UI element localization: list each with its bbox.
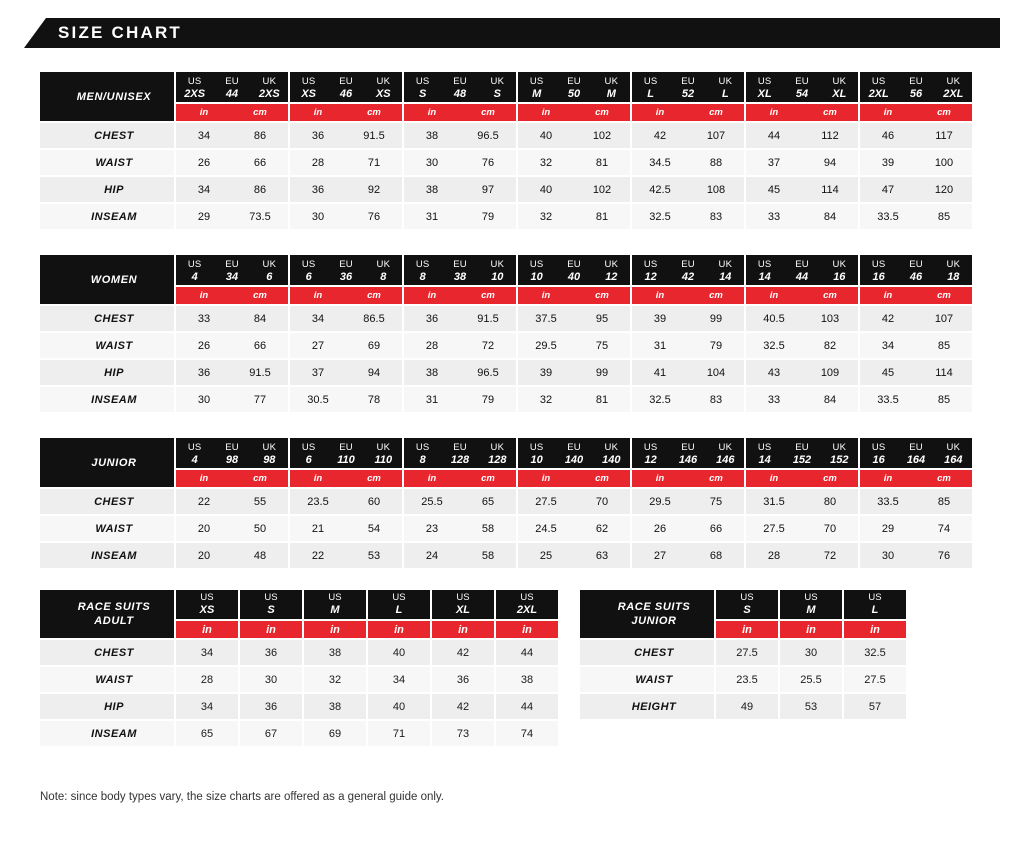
measurement-value: 37.5 95 xyxy=(518,306,630,331)
table-name-cell: JUNIOR xyxy=(40,438,174,487)
measurement-value: 36 xyxy=(240,694,302,719)
measurement-value: 39 99 xyxy=(632,306,744,331)
size-group-header: US EU UK 16 164 164 xyxy=(860,438,972,468)
measurement-label: CHEST xyxy=(40,123,174,148)
table-header-row xyxy=(580,590,906,619)
measurement-value: 32 81 xyxy=(518,387,630,412)
table-header-row xyxy=(40,255,972,285)
measurement-value: 42 xyxy=(432,694,494,719)
size-column-header: US M xyxy=(780,590,842,619)
table-row xyxy=(40,516,972,541)
measurement-value: 42 107 xyxy=(860,306,972,331)
units-cell: in cm xyxy=(518,470,630,487)
units-cell: in cm xyxy=(176,287,288,304)
measurement-value: 34 85 xyxy=(860,333,972,358)
measurement-label: HEIGHT xyxy=(580,694,714,719)
measurement-value: 47 120 xyxy=(860,177,972,202)
measurement-value: 38 xyxy=(496,667,558,692)
measurement-value: 29.5 75 xyxy=(518,333,630,358)
measurement-value: 30 xyxy=(240,667,302,692)
measurement-value: 45 114 xyxy=(860,360,972,385)
units-cell: in xyxy=(496,621,558,638)
measurement-value: 23.5 60 xyxy=(290,489,402,514)
measurement-value: 32.5 xyxy=(844,640,906,665)
measurement-value: 30.5 78 xyxy=(290,387,402,412)
page-title: SIZE CHART xyxy=(58,23,182,42)
table-row xyxy=(40,306,972,331)
measurement-label: CHEST xyxy=(40,489,174,514)
measurement-value: 29 74 xyxy=(860,516,972,541)
measurement-value: 27.5 70 xyxy=(518,489,630,514)
measurement-value: 30 76 xyxy=(860,543,972,568)
table-header-row xyxy=(40,438,972,468)
size-group-header: US EU UK 10 40 12 xyxy=(518,255,630,285)
measurement-value: 23 58 xyxy=(404,516,516,541)
measurement-value: 37 94 xyxy=(746,150,858,175)
measurement-label: INSEAM xyxy=(40,543,174,568)
units-cell: in cm xyxy=(746,104,858,121)
units-cell: in cm xyxy=(290,470,402,487)
units-cell: in cm xyxy=(404,104,516,121)
measurement-value: 45 114 xyxy=(746,177,858,202)
size-column-header: US 2XL xyxy=(496,590,558,619)
size-group-header: US EU UK XL 54 XL xyxy=(746,72,858,102)
race-suit-table xyxy=(578,588,908,721)
measurement-value: 27 68 xyxy=(632,543,744,568)
measurement-value: 40 xyxy=(368,640,430,665)
size-group-header: US EU UK 4 34 6 xyxy=(176,255,288,285)
measurement-label: WAIST xyxy=(40,333,174,358)
measurement-value: 38 97 xyxy=(404,177,516,202)
table-row xyxy=(40,150,972,175)
measurement-value: 36 xyxy=(432,667,494,692)
size-column-header: US S xyxy=(716,590,778,619)
size-table xyxy=(38,253,974,414)
units-cell: in cm xyxy=(860,287,972,304)
measurement-label: WAIST xyxy=(40,150,174,175)
size-group-header: US EU UK 14 44 16 xyxy=(746,255,858,285)
measurement-label: INSEAM xyxy=(40,204,174,229)
table-junior xyxy=(38,436,974,570)
measurement-label: WAIST xyxy=(40,667,174,692)
units-cell: in cm xyxy=(518,287,630,304)
units-cell: in xyxy=(432,621,494,638)
measurement-value: 31 79 xyxy=(632,333,744,358)
measurement-label: WAIST xyxy=(580,667,714,692)
measurement-value: 25 63 xyxy=(518,543,630,568)
size-group-header: US EU UK 8 128 128 xyxy=(404,438,516,468)
measurement-value: 41 104 xyxy=(632,360,744,385)
size-group-header: US EU UK 14 152 152 xyxy=(746,438,858,468)
measurement-value: 27 69 xyxy=(290,333,402,358)
page-header-banner xyxy=(24,18,1000,48)
size-table xyxy=(38,436,974,570)
measurement-value: 73 xyxy=(432,721,494,746)
units-cell: in cm xyxy=(746,470,858,487)
size-group-header: US EU UK 16 46 18 xyxy=(860,255,972,285)
table-header-row xyxy=(40,590,558,619)
measurement-value: 28 72 xyxy=(746,543,858,568)
measurement-value: 31 79 xyxy=(404,387,516,412)
measurement-value: 34 xyxy=(176,694,238,719)
table-row xyxy=(40,333,972,358)
measurement-value: 33.5 85 xyxy=(860,204,972,229)
size-group-header: US EU UK 2XL 56 2XL xyxy=(860,72,972,102)
measurement-value: 53 xyxy=(780,694,842,719)
table-row xyxy=(580,694,906,719)
measurement-value: 32.5 82 xyxy=(746,333,858,358)
measurement-value: 37 94 xyxy=(290,360,402,385)
measurement-value: 33.5 85 xyxy=(860,387,972,412)
measurement-value: 36 91.5 xyxy=(290,123,402,148)
size-group-header: US EU UK 12 146 146 xyxy=(632,438,744,468)
measurement-value: 28 72 xyxy=(404,333,516,358)
size-group-header: US EU UK 8 38 10 xyxy=(404,255,516,285)
units-cell: in cm xyxy=(404,470,516,487)
measurement-label: CHEST xyxy=(580,640,714,665)
table-row xyxy=(40,543,972,568)
table-header-row xyxy=(40,72,972,102)
units-cell: in cm xyxy=(746,287,858,304)
measurement-value: 30 xyxy=(780,640,842,665)
measurement-value: 57 xyxy=(844,694,906,719)
size-group-header: US EU UK S 48 S xyxy=(404,72,516,102)
table-row xyxy=(40,204,972,229)
measurement-value: 65 xyxy=(176,721,238,746)
measurement-label: HIP xyxy=(40,177,174,202)
measurement-value: 30 76 xyxy=(290,204,402,229)
size-group-header: US EU UK 6 110 110 xyxy=(290,438,402,468)
units-row xyxy=(40,104,972,121)
size-column-header: US XL xyxy=(432,590,494,619)
table-men-unisex xyxy=(38,70,974,231)
table-name-cell: MEN/UNISEX xyxy=(40,72,174,121)
measurement-value: 71 xyxy=(368,721,430,746)
units-cell: in cm xyxy=(632,287,744,304)
race-suit-table xyxy=(38,588,560,748)
measurement-value: 30 77 xyxy=(176,387,288,412)
measurement-value: 32 81 xyxy=(518,204,630,229)
size-column-header: US L xyxy=(844,590,906,619)
units-cell: in xyxy=(368,621,430,638)
size-group-header: US EU UK 2XS 44 2XS xyxy=(176,72,288,102)
table-row xyxy=(40,489,972,514)
measurement-label: INSEAM xyxy=(40,721,174,746)
table-race-suits-junior xyxy=(578,588,908,721)
measurement-value: 21 54 xyxy=(290,516,402,541)
measurement-value: 34 xyxy=(176,640,238,665)
measurement-value: 33 84 xyxy=(746,387,858,412)
measurement-label: HIP xyxy=(40,694,174,719)
units-cell: in xyxy=(716,621,778,638)
measurement-value: 44 xyxy=(496,694,558,719)
measurement-value: 36 92 xyxy=(290,177,402,202)
units-cell: in cm xyxy=(632,104,744,121)
measurement-label: HIP xyxy=(40,360,174,385)
table-women xyxy=(38,253,974,414)
table-row xyxy=(40,721,558,746)
units-row xyxy=(40,287,972,304)
measurement-label: INSEAM xyxy=(40,387,174,412)
units-cell: in cm xyxy=(404,287,516,304)
size-table xyxy=(38,70,974,231)
units-row xyxy=(40,470,972,487)
measurement-value: 22 53 xyxy=(290,543,402,568)
units-cell: in cm xyxy=(176,104,288,121)
measurement-value: 33.5 85 xyxy=(860,489,972,514)
measurement-value: 38 96.5 xyxy=(404,123,516,148)
units-cell: in cm xyxy=(176,470,288,487)
measurement-value: 36 91.5 xyxy=(404,306,516,331)
measurement-value: 26 66 xyxy=(176,333,288,358)
table-row xyxy=(40,177,972,202)
measurement-value: 34 86 xyxy=(176,123,288,148)
units-cell: in cm xyxy=(860,104,972,121)
units-cell: in xyxy=(844,621,906,638)
measurement-value: 24.5 62 xyxy=(518,516,630,541)
table-row xyxy=(580,667,906,692)
measurement-value: 31 79 xyxy=(404,204,516,229)
measurement-value: 32 xyxy=(304,667,366,692)
table-race-suits-adult xyxy=(38,588,560,748)
table-row xyxy=(40,667,558,692)
measurement-value: 25.5 65 xyxy=(404,489,516,514)
units-cell: in xyxy=(176,621,238,638)
units-cell: in xyxy=(780,621,842,638)
measurement-value: 23.5 xyxy=(716,667,778,692)
measurement-value: 44 112 xyxy=(746,123,858,148)
size-column-header: US L xyxy=(368,590,430,619)
measurement-value: 34 xyxy=(368,667,430,692)
measurement-value: 24 58 xyxy=(404,543,516,568)
table-row xyxy=(40,360,972,385)
measurement-value: 22 55 xyxy=(176,489,288,514)
measurement-value: 33 84 xyxy=(746,204,858,229)
units-cell: in xyxy=(240,621,302,638)
measurement-value: 36 91.5 xyxy=(176,360,288,385)
units-cell: in cm xyxy=(518,104,630,121)
measurement-value: 39 99 xyxy=(518,360,630,385)
size-group-header: US EU UK M 50 M xyxy=(518,72,630,102)
measurement-value: 43 109 xyxy=(746,360,858,385)
size-group-header: US EU UK XS 46 XS xyxy=(290,72,402,102)
measurement-value: 39 100 xyxy=(860,150,972,175)
measurement-value: 40 102 xyxy=(518,123,630,148)
measurement-value: 34 86 xyxy=(176,177,288,202)
measurement-value: 27.5 70 xyxy=(746,516,858,541)
measurement-label: WAIST xyxy=(40,516,174,541)
measurement-value: 32.5 83 xyxy=(632,387,744,412)
measurement-value: 40 xyxy=(368,694,430,719)
measurement-value: 30 76 xyxy=(404,150,516,175)
table-name-cell: RACE SUITS JUNIOR xyxy=(580,590,714,638)
measurement-value: 40 102 xyxy=(518,177,630,202)
size-column-header: US S xyxy=(240,590,302,619)
table-row xyxy=(40,387,972,412)
units-cell: in xyxy=(304,621,366,638)
measurement-value: 31.5 80 xyxy=(746,489,858,514)
footer-note: Note: since body types vary, the size charts are offered as a general guide only. xyxy=(40,791,445,803)
measurement-value: 20 48 xyxy=(176,543,288,568)
measurement-value: 29 73.5 xyxy=(176,204,288,229)
size-group-header: US EU UK 12 42 14 xyxy=(632,255,744,285)
measurement-value: 38 xyxy=(304,640,366,665)
measurement-value: 74 xyxy=(496,721,558,746)
measurement-value: 38 xyxy=(304,694,366,719)
size-group-header: US EU UK 10 140 140 xyxy=(518,438,630,468)
size-group-header: US EU UK 4 98 98 xyxy=(176,438,288,468)
units-cell: in cm xyxy=(290,287,402,304)
measurement-value: 33 84 xyxy=(176,306,288,331)
measurement-value: 44 xyxy=(496,640,558,665)
size-group-header: US EU UK 6 36 8 xyxy=(290,255,402,285)
units-cell: in cm xyxy=(860,470,972,487)
measurement-value: 42 107 xyxy=(632,123,744,148)
table-row xyxy=(40,694,558,719)
measurement-value: 32.5 83 xyxy=(632,204,744,229)
table-row xyxy=(40,123,972,148)
measurement-value: 28 xyxy=(176,667,238,692)
table-name-cell: RACE SUITS ADULT xyxy=(40,590,174,638)
table-row xyxy=(40,640,558,665)
measurement-value: 67 xyxy=(240,721,302,746)
measurement-value: 34.5 88 xyxy=(632,150,744,175)
measurement-value: 69 xyxy=(304,721,366,746)
measurement-value: 29.5 75 xyxy=(632,489,744,514)
size-column-header: US M xyxy=(304,590,366,619)
measurement-value: 20 50 xyxy=(176,516,288,541)
units-cell: in cm xyxy=(632,470,744,487)
measurement-value: 34 86.5 xyxy=(290,306,402,331)
measurement-value: 26 66 xyxy=(176,150,288,175)
measurement-value: 28 71 xyxy=(290,150,402,175)
table-row xyxy=(580,640,906,665)
size-group-header: US EU UK L 52 L xyxy=(632,72,744,102)
measurement-value: 40.5 103 xyxy=(746,306,858,331)
measurement-value: 42 xyxy=(432,640,494,665)
measurement-value: 46 117 xyxy=(860,123,972,148)
measurement-value: 27.5 xyxy=(716,640,778,665)
measurement-value: 26 66 xyxy=(632,516,744,541)
size-column-header: US XS xyxy=(176,590,238,619)
measurement-value: 42.5 108 xyxy=(632,177,744,202)
measurement-value: 25.5 xyxy=(780,667,842,692)
measurement-value: 36 xyxy=(240,640,302,665)
measurement-value: 32 81 xyxy=(518,150,630,175)
measurement-value: 27.5 xyxy=(844,667,906,692)
measurement-label: CHEST xyxy=(40,640,174,665)
table-name-cell: WOMEN xyxy=(40,255,174,304)
units-cell: in cm xyxy=(290,104,402,121)
measurement-label: CHEST xyxy=(40,306,174,331)
measurement-value: 38 96.5 xyxy=(404,360,516,385)
measurement-value: 49 xyxy=(716,694,778,719)
